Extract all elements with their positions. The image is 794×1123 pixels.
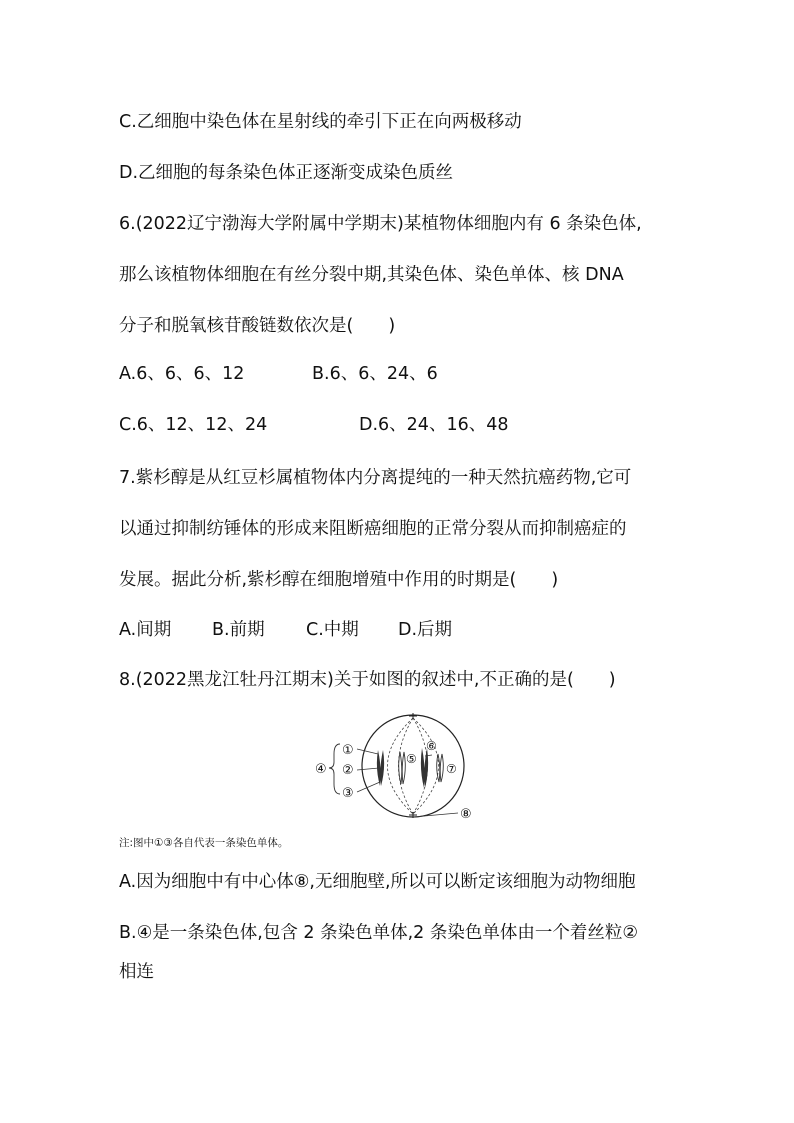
spindle-fibers (388, 718, 439, 814)
q8-stem-line-1: 8.(2022黑龙江牡丹江期末)关于如图的叙述中,不正确的是( ) (119, 670, 616, 690)
q8-option-b-line-2: 相连 (119, 962, 154, 982)
q6-stem-line-1: 6.(2022辽宁渤海大学附属中学期末)某植物体细胞内有 6 条染色体, (119, 214, 642, 234)
brace-4 (329, 744, 340, 794)
q6-stem-line-3: 分子和脱氧核苷酸链数依次是( ) (119, 316, 396, 336)
chromosome-middle-left (399, 752, 406, 784)
q7-stem-line-2: 以通过抑制纺锤体的形成来阻断癌细胞的正常分裂从而抑制癌症的 (119, 519, 627, 539)
cell-division-figure (312, 712, 492, 828)
figure-note: 注:图中①③各自代表一条染色单体。 (119, 837, 289, 849)
q8-option-b-line-1: B.④是一条染色体,包含 2 条染色单体,2 条染色单体由一个着丝粒② (119, 923, 639, 943)
q5-option-d: D.乙细胞的每条染色体正逐渐变成染色质丝 (119, 163, 454, 183)
q5-option-c: C.乙细胞中染色体在星射线的牵引下正在向两极移动 (119, 112, 522, 132)
q7-stem-line-3: 发展。据此分析,紫杉醇在细胞增殖中作用的时期是( ) (119, 570, 559, 590)
q7-option-d: D.后期 (398, 620, 453, 640)
label-2: ② (342, 763, 354, 778)
q6-option-b: B.6、6、24、6 (312, 364, 438, 384)
label-3: ③ (342, 786, 354, 801)
label-6: ⑥ (426, 739, 437, 753)
q6-option-c: C.6、12、12、24 (119, 415, 268, 435)
label-4: ④ (315, 762, 327, 777)
q8-option-a: A.因为细胞中有中心体⑧,无细胞壁,所以可以断定该细胞为动物细胞 (119, 872, 636, 892)
label-5: ⑤ (406, 752, 417, 766)
q7-option-c: C.中期 (306, 620, 359, 640)
q7-option-a: A.间期 (119, 620, 172, 640)
label-1: ① (342, 743, 354, 758)
centriole-top (409, 713, 417, 719)
q7-stem-line-1: 7.紫杉醇是从红豆杉属植物体内分离提纯的一种天然抗癌药物,它可 (119, 468, 632, 488)
label-7: ⑦ (446, 762, 457, 776)
chromosome-right (437, 754, 444, 782)
q6-option-a: A.6、6、6、12 (119, 364, 245, 384)
chromosome-middle-right (421, 748, 428, 788)
label-8: ⑧ (460, 807, 472, 822)
q7-option-b: B.前期 (212, 620, 265, 640)
q6-option-d: D.6、24、16、48 (359, 415, 509, 435)
q6-stem-line-2: 那么该植物体细胞在有丝分裂中期,其染色体、染色单体、核 DNA (119, 265, 624, 285)
